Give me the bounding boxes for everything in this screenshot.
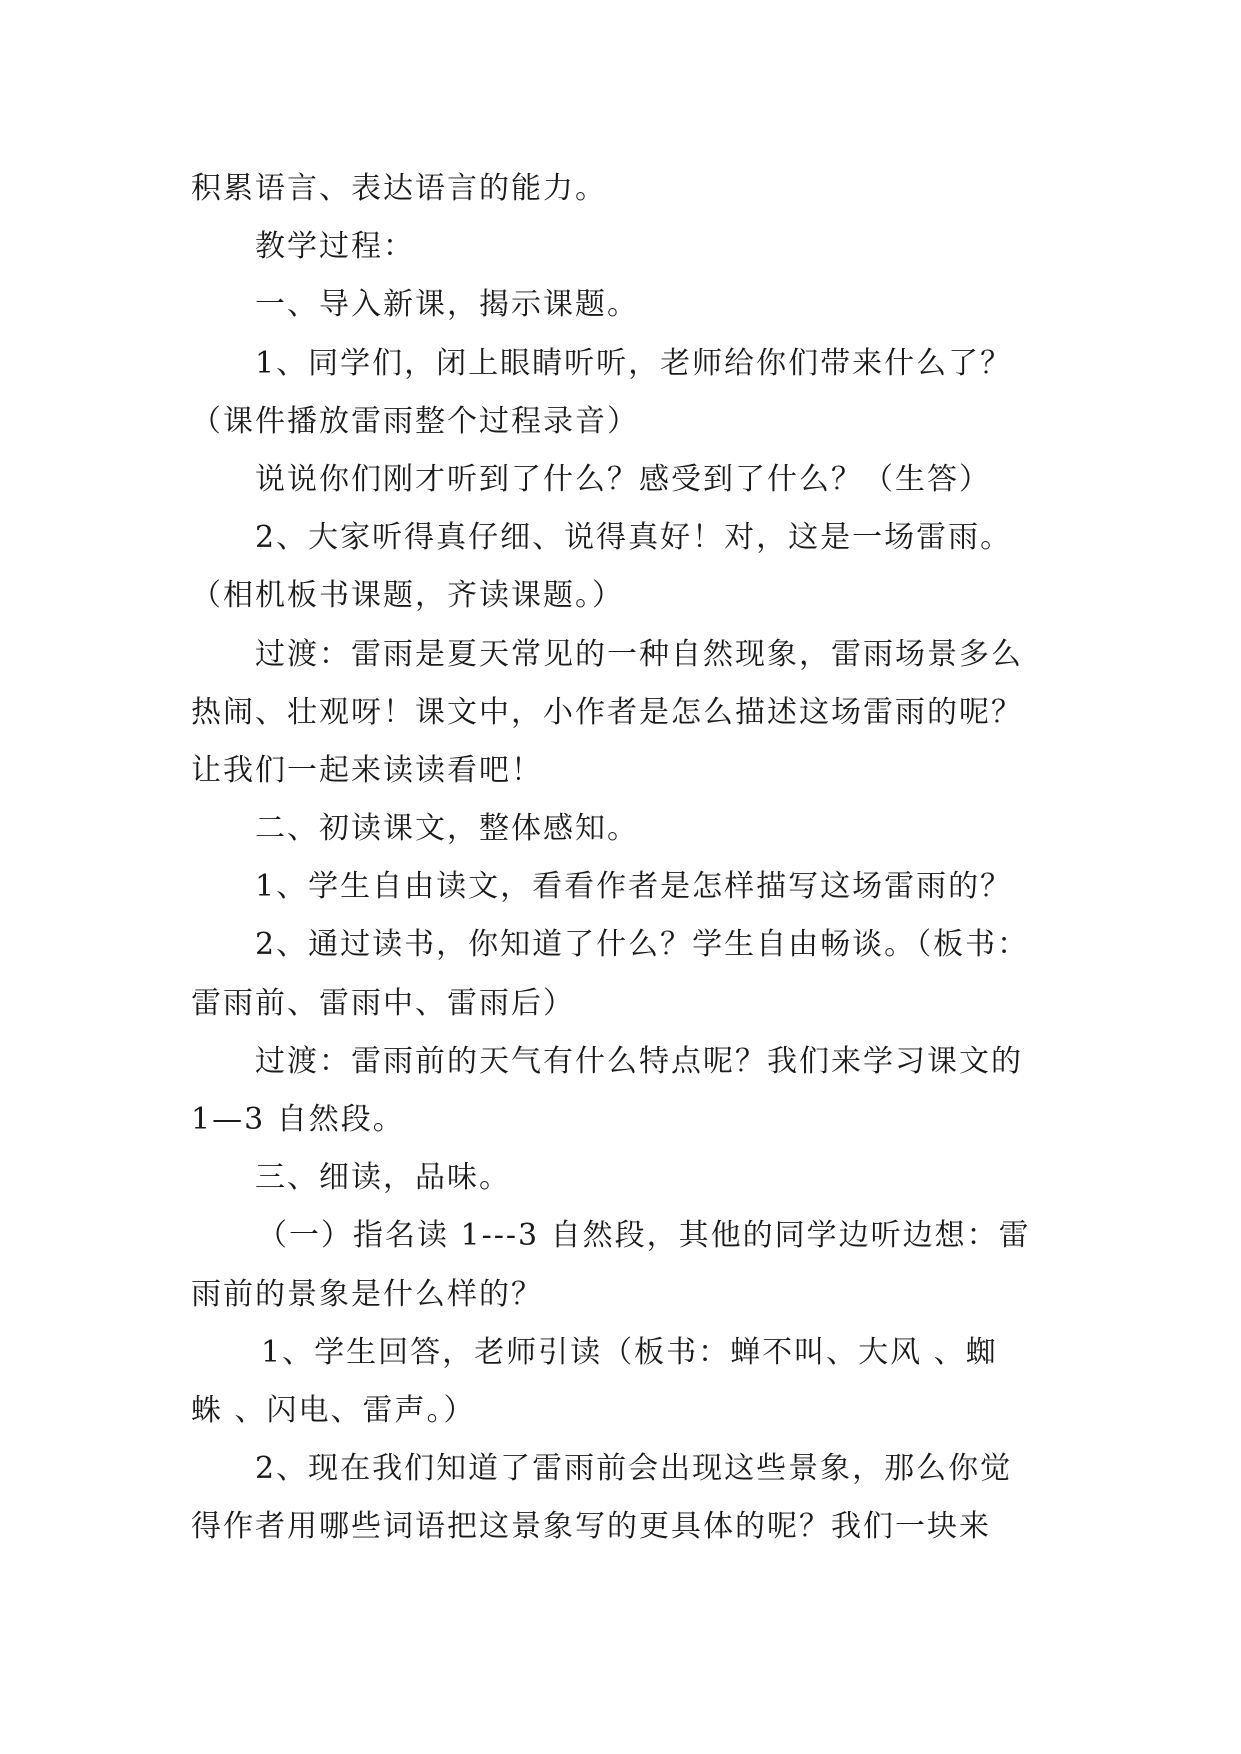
text-line: 积累语言、表达语言的能力。 [191,171,607,206]
text-line: 热闹、壮观呀！课文中，小作者是怎么描述这场雷雨的呢？ [191,694,1023,730]
section-heading: 教学过程： [255,229,415,265]
text-line: （课件播放雷雨整个过程录音） [191,403,639,439]
text-line: 2、现在我们知道了雷雨前会出现这些景象，那么你觉 [255,1451,1013,1487]
section-heading: 一、导入新课，揭示课题。 [255,287,639,323]
text-line: 蛛 、闪电、雷声。） [191,1392,476,1428]
text-line: 1、同学们，闭上眼睛听听，老师给你们带来什么了？ [255,345,1013,381]
section-heading: 二、初读课文，整体感知。 [255,811,639,847]
document-body [191,160,1051,1557]
text-line: 过渡：雷雨是夏天常见的一种自然现象，雷雨场景多么 [255,636,1023,672]
text-line: （一）指名读 1---3 自然段，其他的同学边听边想：雷 [257,1218,1031,1254]
text-line: 2、通过读书，你知道了什么？学生自由畅谈。（板书： [255,927,1030,963]
text-line: 1、学生自由读文，看看作者是怎样描写这场雷雨的？ [255,869,1013,905]
text-line: 1、学生回答，老师引读（板书：蝉不叫、大风 、蜘 [261,1334,998,1370]
text-line: 过渡：雷雨前的天气有什么特点呢？我们来学习课文的 [255,1043,1023,1079]
text-line: （相机板书课题，齐读课题。） [191,578,624,614]
text-line: 2、大家听得真仔细、说得真好！对，这是一场雷雨。 [255,520,1013,556]
text-line: 雷雨前、雷雨中、雷雨后） [191,985,575,1021]
text-line: 说说你们刚才听到了什么？感受到了什么？（生答） [255,461,991,497]
text-line: 让我们一起来读读看吧！ [191,752,543,788]
text-line: 1—3 自然段。 [191,1102,405,1137]
text-line: 雨前的景象是什么样的？ [191,1276,543,1312]
section-heading: 三、细读，品味。 [255,1160,511,1196]
text-line: 得作者用哪些词语把这景象写的更具体的呢？我们一块来 [191,1509,991,1545]
